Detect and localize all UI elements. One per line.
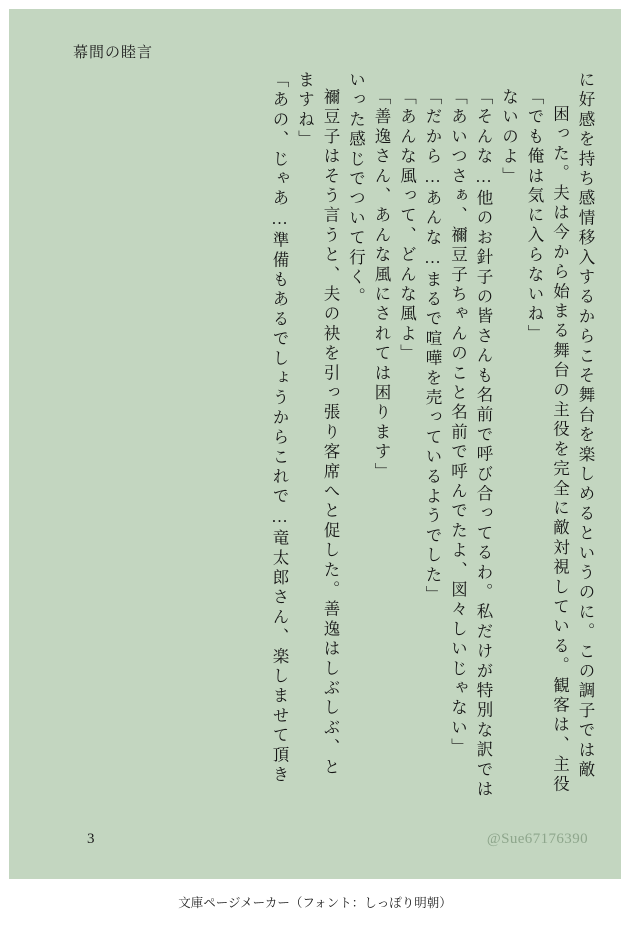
- text-column: 「だから…あんな…まるで喧嘩を売っているようでした」: [423, 88, 442, 606]
- text-column: 「あの、じゃあ…準備もあるでしょうからこれで…竜太郎さん、楽しませて頂き: [270, 71, 289, 786]
- text-column: 「善逸さん、あんな風にされては困ります」: [372, 88, 391, 482]
- text-column: に好感を持ち感情移入するからこそ舞台を楽しめるというのに。この調子では敵: [576, 71, 595, 781]
- novel-page-paper: [9, 9, 621, 879]
- text-column: 困った。夫は今から始まる舞台の主役を完全に敵対視している。観客は、主役: [550, 105, 570, 795]
- text-column: いった感じでついて行く。: [346, 71, 366, 308]
- page-title: 幕間の睦言: [73, 45, 154, 61]
- text-column: 「あんな風って、どんな風よ」: [397, 88, 417, 364]
- vertical-text-body: [262, 71, 594, 801]
- text-column: ないのよ」: [499, 88, 519, 187]
- text-column: 「あいつさぁ、禰豆子ちゃんのこと名前で呼んでたよ、図々しいじゃない」: [448, 88, 468, 758]
- paper-inner: [9, 9, 621, 879]
- text-column: 「そんな…他のお針子の皆さんも名前で呼び合ってるわ。私だけが特別な訳では: [474, 88, 493, 800]
- footer-caption: 文庫ページメーカー（フォント：しっぽり明朝）: [178, 896, 452, 910]
- text-column: ますね」: [295, 71, 315, 150]
- text-column: 禰豆子はそう言うと、夫の袂を引っ張り客席へと促した。善逸はしぶしぶ、と: [321, 88, 340, 778]
- text-column: 「でも俺は気に入らないね」: [525, 88, 544, 345]
- page-number: 3: [87, 831, 95, 847]
- author-handle-watermark: @Sue67176390: [486, 831, 588, 847]
